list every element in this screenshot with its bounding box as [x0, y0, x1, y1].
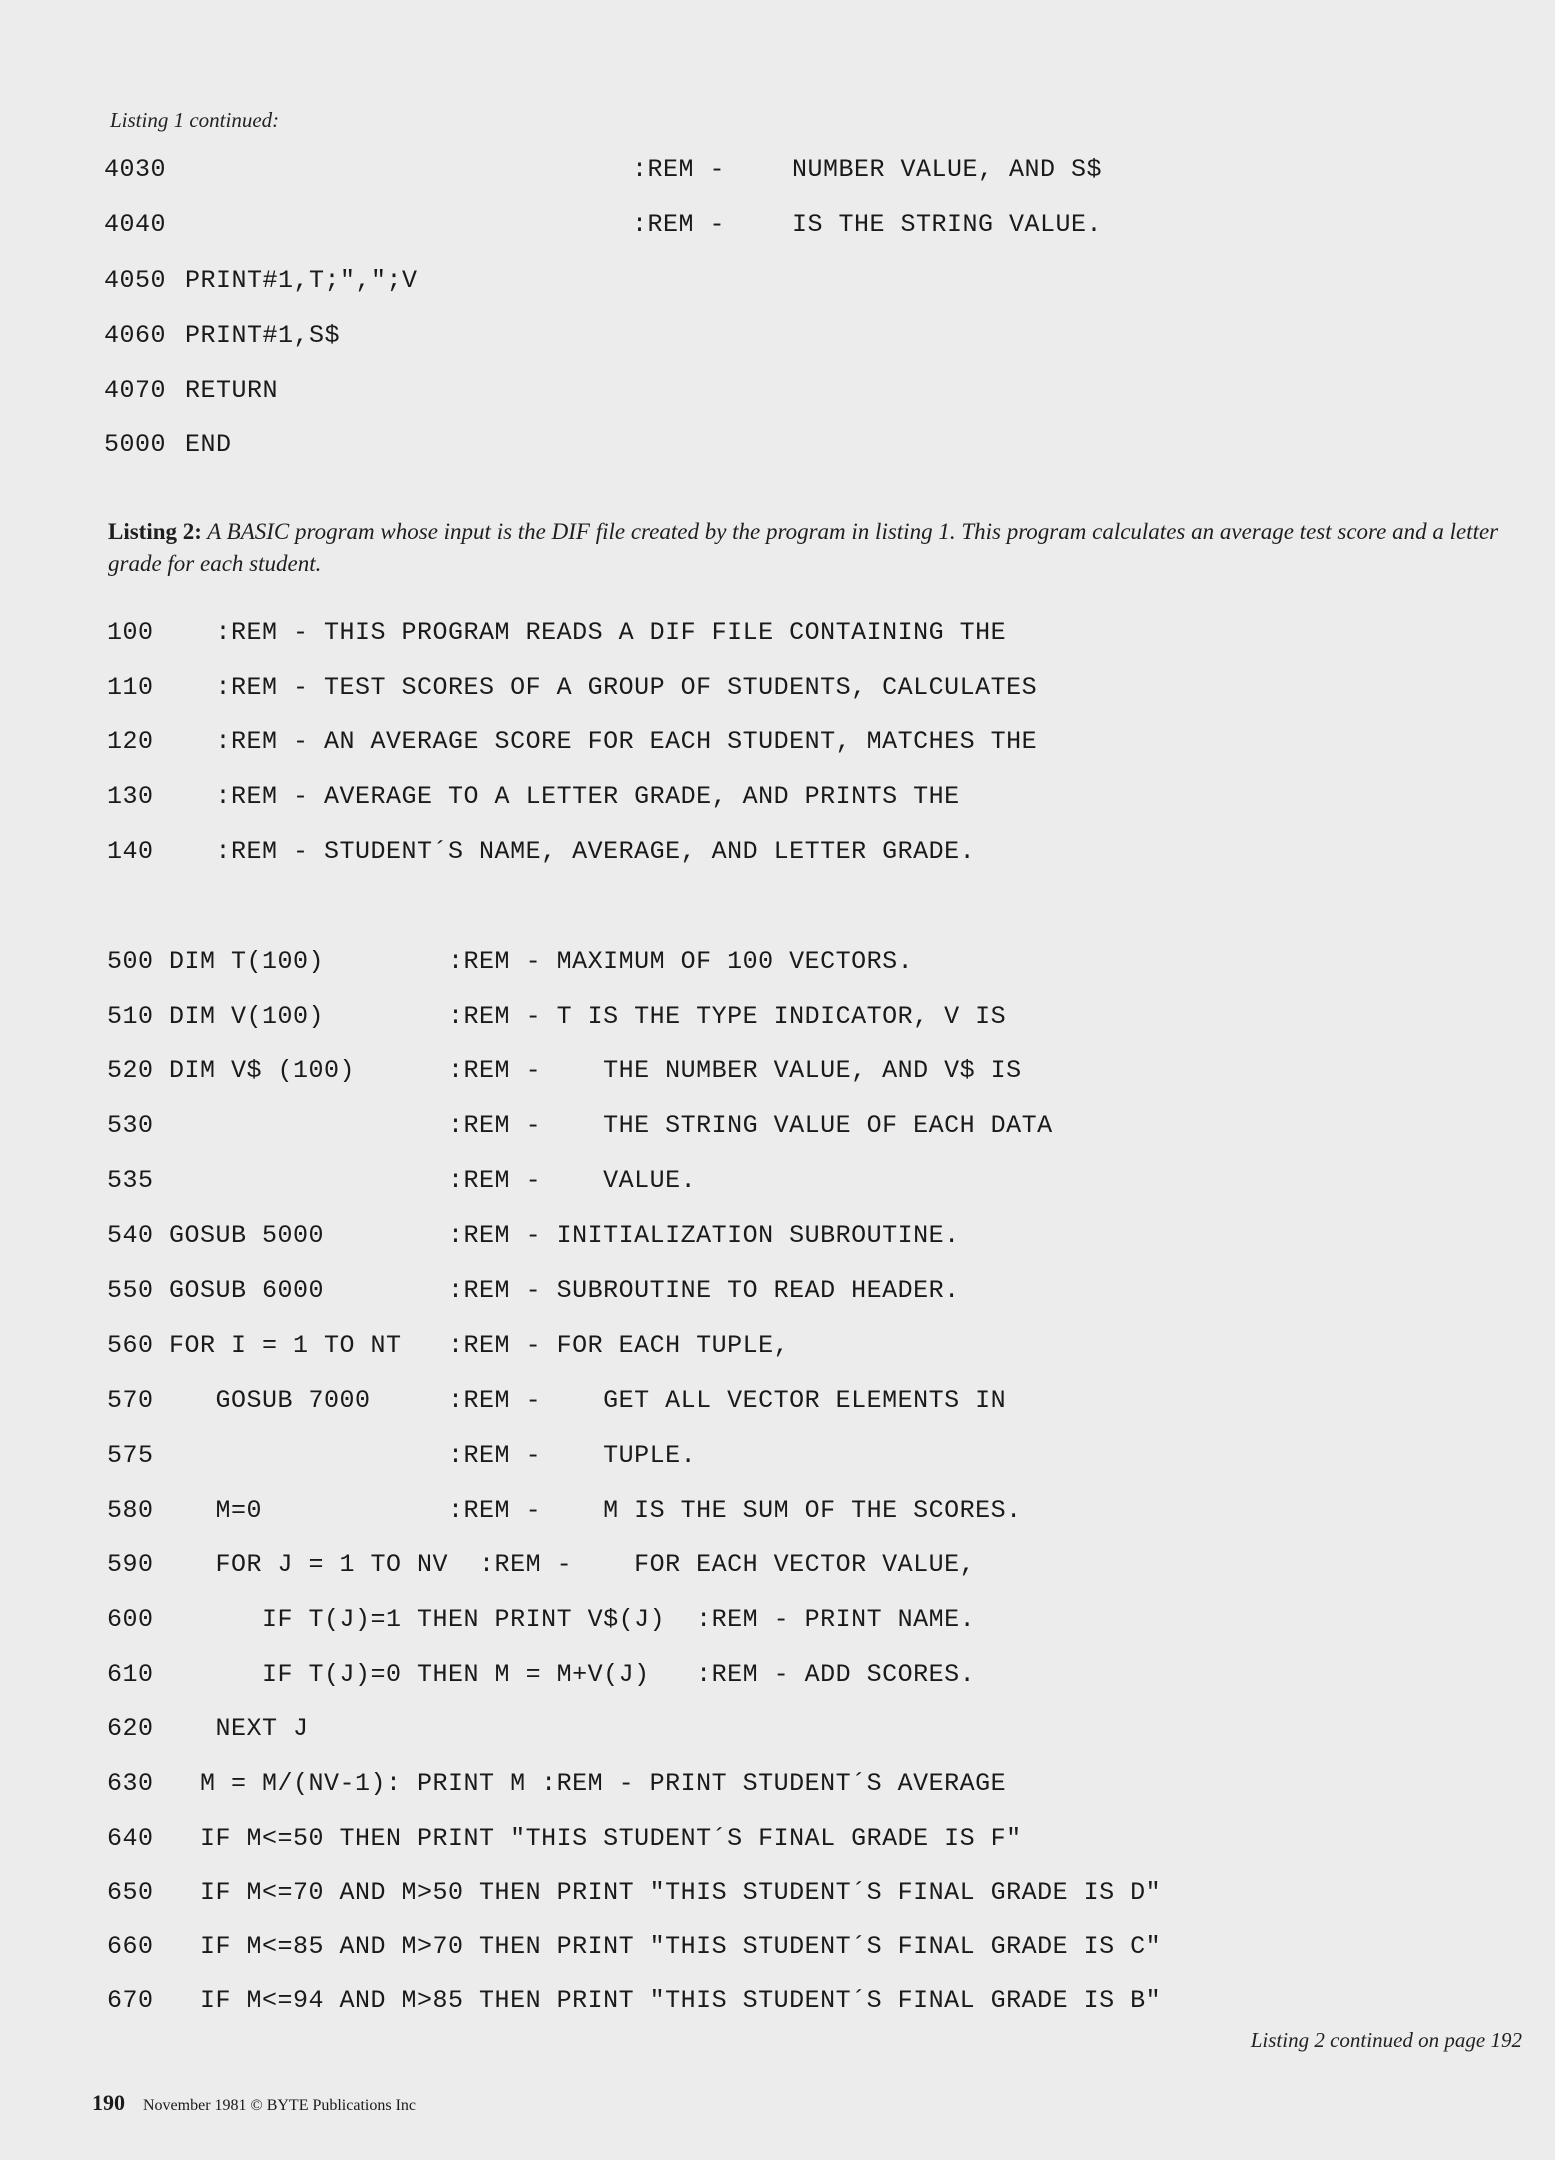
listing-2-line: 570 GOSUB 7000 :REM - GET ALL VECTOR ELEMENTS IN	[107, 1386, 1007, 1415]
caption-text: A BASIC program whose input is the DIF file created by the program in listing 1. This program calculates an average test score and a letter grade for each student.	[108, 519, 1499, 576]
listing-2-line: 530 :REM - THE STRING VALUE OF EACH DATA	[107, 1111, 1053, 1140]
listing-2-line: 660 IF M<=85 AND M>70 THEN PRINT "THIS STUDENT´S FINAL GRADE IS C"	[107, 1932, 1162, 1961]
listing-1-line-number: 4030	[104, 155, 167, 184]
listing-2-line: 575 :REM - TUPLE.	[107, 1441, 697, 1470]
listing-2-line: 540 GOSUB 5000 :REM - INITIALIZATION SUBROUTINE.	[107, 1221, 960, 1250]
listing-1-comment: NUMBER VALUE, AND S$	[792, 155, 1103, 184]
listing-2-line: 610 IF T(J)=0 THEN M = M+V(J) :REM - ADD SCORES.	[107, 1660, 976, 1689]
listing-1-comment: IS THE STRING VALUE.	[792, 210, 1103, 239]
listing-1-line-number: 4060	[104, 321, 167, 350]
listing-1-line-number: 4070	[104, 376, 167, 405]
listing-1-statement: END	[185, 430, 232, 459]
caption-label: Listing 2:	[108, 519, 202, 544]
listing-2-line: 100 :REM - THIS PROGRAM READS A DIF FILE CONTAINING THE	[107, 618, 1007, 647]
listing-2-caption	[108, 516, 1518, 580]
listing-2-line: 640 IF M<=50 THEN PRINT "THIS STUDENT´S FINAL GRADE IS F"	[107, 1824, 1022, 1853]
listing-2-line: 670 IF M<=94 AND M>85 THEN PRINT "THIS STUDENT´S FINAL GRADE IS B"	[107, 1986, 1162, 2015]
listing-2-line: 520 DIM V$ (100) :REM - THE NUMBER VALUE, AND V$ IS	[107, 1056, 1022, 1085]
page-number: 190	[92, 2090, 125, 2115]
listing-2-line: 580 M=0 :REM - M IS THE SUM OF THE SCORES.	[107, 1496, 1022, 1525]
continued-note: Listing 2 continued on page 192	[1250, 2028, 1522, 2052]
listing-1-statement: PRINT#1,T;",";V	[185, 266, 418, 295]
listing-2-line: 140 :REM - STUDENT´S NAME, AVERAGE, AND LETTER GRADE.	[107, 837, 976, 866]
listing-2-line: 600 IF T(J)=1 THEN PRINT V$(J) :REM - PRINT NAME.	[107, 1605, 976, 1634]
listing-1-statement: PRINT#1,S$	[185, 321, 341, 350]
listing-2-line: 535 :REM - VALUE.	[107, 1166, 697, 1195]
publication-credit: November 1981 © BYTE Publications Inc	[143, 2097, 416, 2114]
listing-2-line: 650 IF M<=70 AND M>50 THEN PRINT "THIS STUDENT´S FINAL GRADE IS D"	[107, 1878, 1162, 1907]
listing-1-line-number: 4050	[104, 266, 167, 295]
listing-1-statement: RETURN	[185, 376, 279, 405]
listing-2-line: 500 DIM T(100) :REM - MAXIMUM OF 100 VECTORS.	[107, 947, 914, 976]
listing-1-rem: :REM -	[632, 155, 726, 184]
listing-1-line-number: 5000	[104, 430, 167, 459]
listing-2-line: 110 :REM - TEST SCORES OF A GROUP OF STUDENTS, CALCULATES	[107, 673, 1038, 702]
page-footer	[92, 2090, 416, 2116]
listing-2-line: 550 GOSUB 6000 :REM - SUBROUTINE TO READ HEADER.	[107, 1276, 960, 1305]
listing-2-line: 510 DIM V(100) :REM - T IS THE TYPE INDICATOR, V IS	[107, 1002, 1007, 1031]
listing-2-line: 620 NEXT J	[107, 1714, 309, 1743]
listing-1-continued-label: Listing 1 continued:	[110, 108, 280, 132]
listing-1-line-number: 4040	[104, 210, 167, 239]
listing-2-line: 120 :REM - AN AVERAGE SCORE FOR EACH STUDENT, MATCHES THE	[107, 727, 1038, 756]
listing-2-line: 560 FOR I = 1 TO NT :REM - FOR EACH TUPLE,	[107, 1331, 790, 1360]
listing-2-line: 130 :REM - AVERAGE TO A LETTER GRADE, AND PRINTS THE	[107, 782, 960, 811]
listing-1-rem: :REM -	[632, 210, 726, 239]
listing-2-line: 630 M = M/(NV-1): PRINT M :REM - PRINT STUDENT´S AVERAGE	[107, 1769, 1007, 1798]
listing-2-line: 590 FOR J = 1 TO NV :REM - FOR EACH VECTOR VALUE,	[107, 1550, 976, 1579]
